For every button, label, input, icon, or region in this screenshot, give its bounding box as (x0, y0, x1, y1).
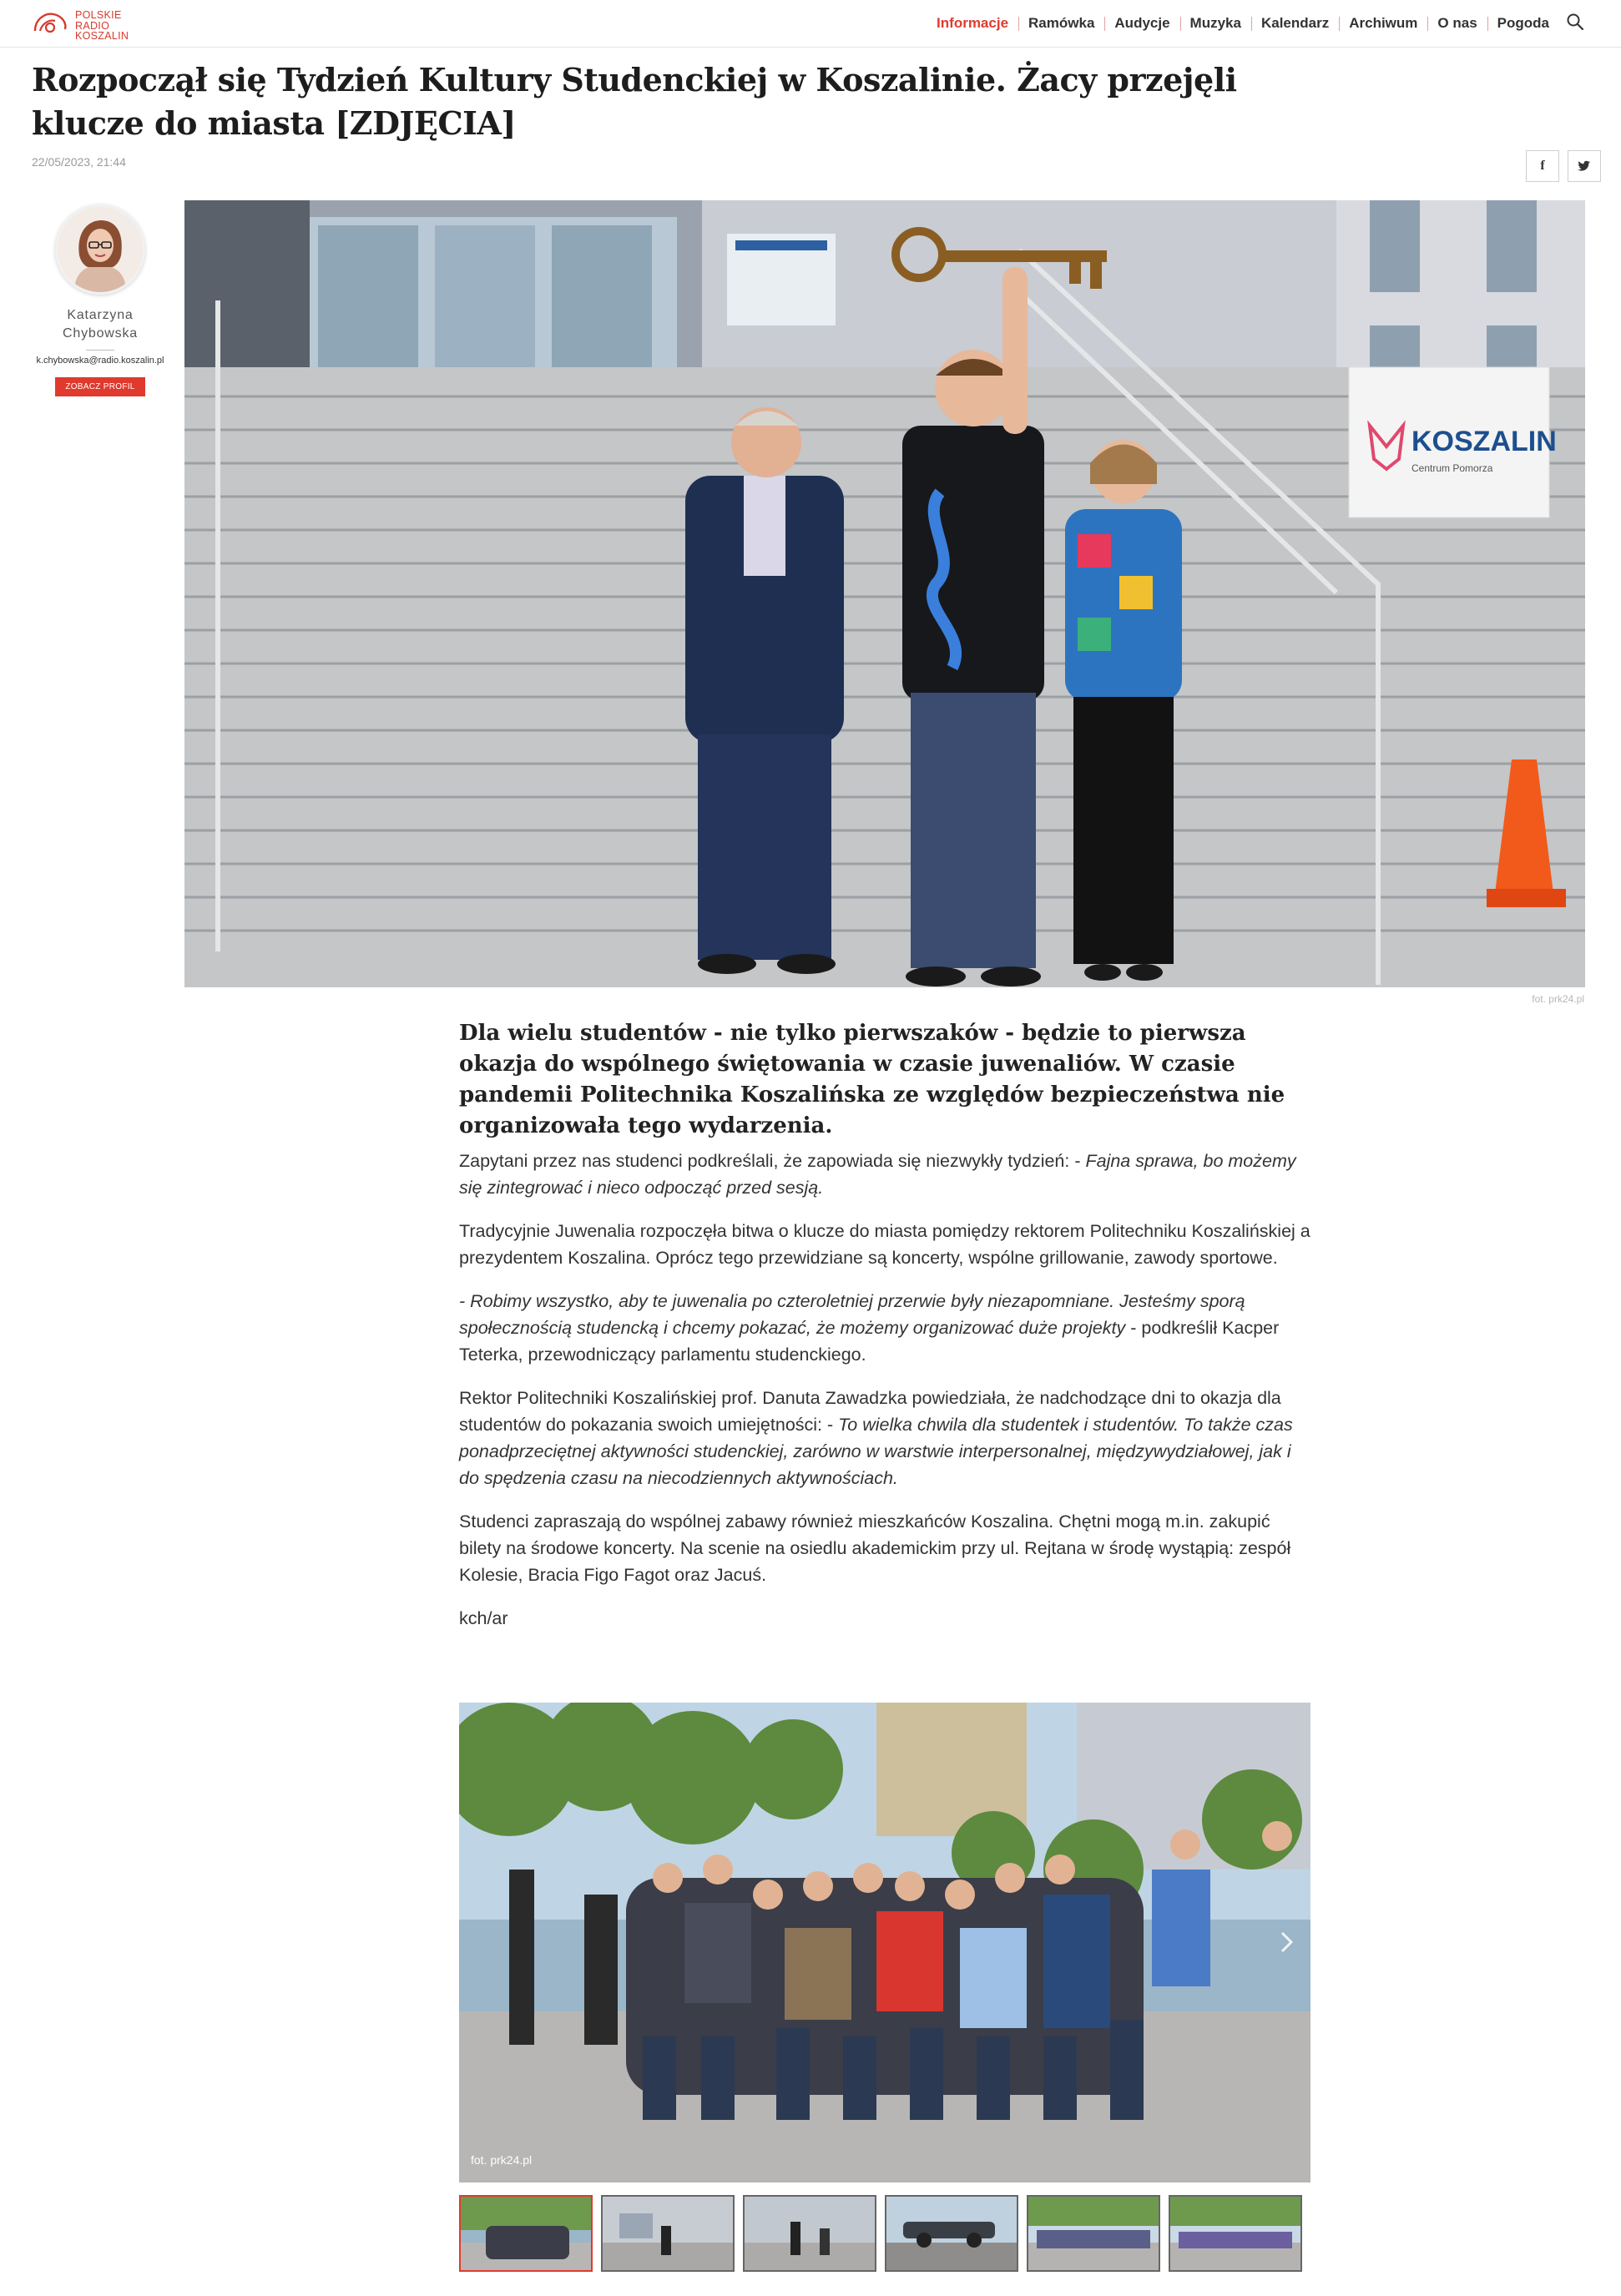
author-divider (86, 350, 114, 351)
nav-item-o-nas[interactable]: O nas (1427, 15, 1487, 32)
paragraph-2: Tradycyjnie Juwenalia rozpoczęła bitwa o klucze do miasta pomiędzy rektorem Politechniku Koszalińskiej a prezydentem Koszalina. Oprócz tego przewidziane są koncerty, wspólne grillowanie, zawody sportowe. (459, 1221, 1310, 1268)
gallery-thumbnail[interactable] (459, 2195, 593, 2272)
share-twitter-button[interactable] (1568, 150, 1601, 182)
hero-image[interactable] (184, 200, 1585, 987)
gallery-next-button[interactable] (1274, 1930, 1299, 1955)
gallery-thumbnail[interactable] (885, 2195, 1018, 2272)
paragraph-1-text: Zapytani przez nas studenci podkreślali, że zapowiada się niezwykły tydzień: - (459, 1151, 1086, 1171)
thumbnail-image (603, 2197, 733, 2270)
main-nav (927, 0, 1588, 47)
nav-item-muzyka[interactable]: Muzyka (1180, 15, 1251, 32)
logo-line-1: POLSKIE (75, 9, 122, 21)
paragraph-3 (459, 1288, 1310, 1368)
author-avatar[interactable] (55, 204, 145, 295)
logo-line-3: KOSZALIN (75, 30, 129, 42)
nav-item-pogoda[interactable]: Pogoda (1487, 15, 1559, 32)
chevron-right-icon (1274, 1930, 1299, 1955)
radio-logo-icon (32, 9, 70, 38)
author-last-name: Chybowska (63, 326, 138, 341)
thumbnail-image (461, 2197, 591, 2270)
gallery-thumbnail[interactable] (1027, 2195, 1160, 2272)
paragraph-4-text: Rektor Politechniki Koszalińskiej prof. Danuta Zawadzka powiedziała, że nadchodzące dni to okazja dla studentów do pokazania swoich umiejętności: - (459, 1388, 1281, 1435)
search-button[interactable] (1566, 13, 1588, 34)
paragraph-5: Studenci zapraszają do wspólnej zabawy również mieszkańców Koszalina. Chętni mogą m.in. zakupić bilety na środowe koncerty. Na scenie na osiedlu akademickim przy ul. Rejtana w środę wystąpią: zespół Kolesie, Bracia Figo Fagot oraz Jacuś. (459, 1511, 1291, 1585)
thumbnail-image (1170, 2197, 1300, 2270)
facebook-icon: f (1540, 159, 1545, 173)
gallery-photo-illustration (459, 1703, 1310, 2182)
thumbnail-image (745, 2197, 875, 2270)
author-email[interactable]: k.chybowska@radio.koszalin.pl (36, 356, 164, 366)
paragraph-3-quote: - Robimy wszystko, aby te juwenalia po czteroletniej przerwie były niezapomniane. Jesteśmy sporą społecznością studencką i chcemy pokazać, że możemy organizować duże projekty (459, 1291, 1245, 1338)
nav-item-ramowka[interactable]: Ramówka (1018, 15, 1104, 32)
banner-text: KOSZALIN (1411, 426, 1557, 457)
author-first-name: Katarzyna (67, 308, 134, 322)
author-portrait-image (58, 207, 143, 292)
paragraph-4-quote: To wielka chwila dla studentek i studentów. To także czas ponadprzeciętnej aktywności studenckiej, zarówno w warstwie interpersonalnej, międzywydziałowej, jak i do spędzenia czasu na niecodziennych aktywnościach. (459, 1415, 1293, 1488)
article-date: 22/05/2023, 21:44 (32, 155, 126, 169)
thumbnail-image (1028, 2197, 1159, 2270)
gallery-main-image[interactable] (459, 1703, 1310, 2182)
search-icon (1566, 13, 1584, 31)
nav-item-kalendarz[interactable]: Kalendarz (1251, 15, 1339, 32)
gallery-thumbnail[interactable] (1169, 2195, 1302, 2272)
nav-item-archiwum[interactable]: Archiwum (1339, 15, 1427, 32)
paragraph-4 (459, 1385, 1310, 1491)
gallery-thumbnails (459, 2195, 1310, 2272)
site-logo[interactable] (32, 6, 157, 43)
nav-item-informacje[interactable]: Informacje (937, 15, 1009, 31)
paragraph-1-quote: Fajna sprawa, bo możemy się zintegrować i nieco odpocząć przed sesją. (459, 1151, 1296, 1198)
site-header (0, 0, 1621, 48)
paragraph-1 (459, 1148, 1310, 1201)
article-title: Rozpoczął się Tydzień Kultury Studenckiej w Koszalinie. Żacy przejęli klucze do miasta [ZDJĘCIA] (32, 61, 1237, 142)
hero-photo-illustration (184, 200, 1585, 987)
gallery-thumbnail[interactable] (601, 2195, 735, 2272)
view-profile-button[interactable]: ZOBACZ PROFIL (55, 377, 144, 396)
author-name[interactable] (25, 306, 175, 343)
twitter-icon (1578, 160, 1591, 172)
article-lead: Dla wielu studentów - nie tylko pierwszaków - będzie to pierwsza okazja do wspólnego świętowania w czasie juwenaliów. W czasie pandemii Politechnika Koszalińska ze względów bezpieczeństwa nie organizowała tego wydarzenia. (459, 1021, 1285, 1138)
share-facebook-button[interactable] (1526, 150, 1559, 182)
gallery-thumbnail[interactable] (743, 2195, 876, 2272)
banner-subtext: Centrum Pomorza (1411, 462, 1493, 474)
article-signature: kch/ar (459, 1608, 508, 1628)
author-box (25, 204, 175, 396)
thumbnail-image (886, 2197, 1017, 2270)
gallery-photo-credit: fot. prk24.pl (471, 2153, 533, 2167)
logo-line-2: RADIO (75, 19, 110, 32)
logo-wordmark (75, 10, 129, 42)
nav-item-audycje[interactable]: Audycje (1104, 15, 1179, 32)
hero-photo-credit: fot. prk24.pl (1532, 993, 1584, 1005)
article-body (459, 1148, 1310, 1648)
paragraph-3-text: - podkreślił Kacper Teterka, przewodniczący parlamentu studenckiego. (459, 1318, 1280, 1365)
